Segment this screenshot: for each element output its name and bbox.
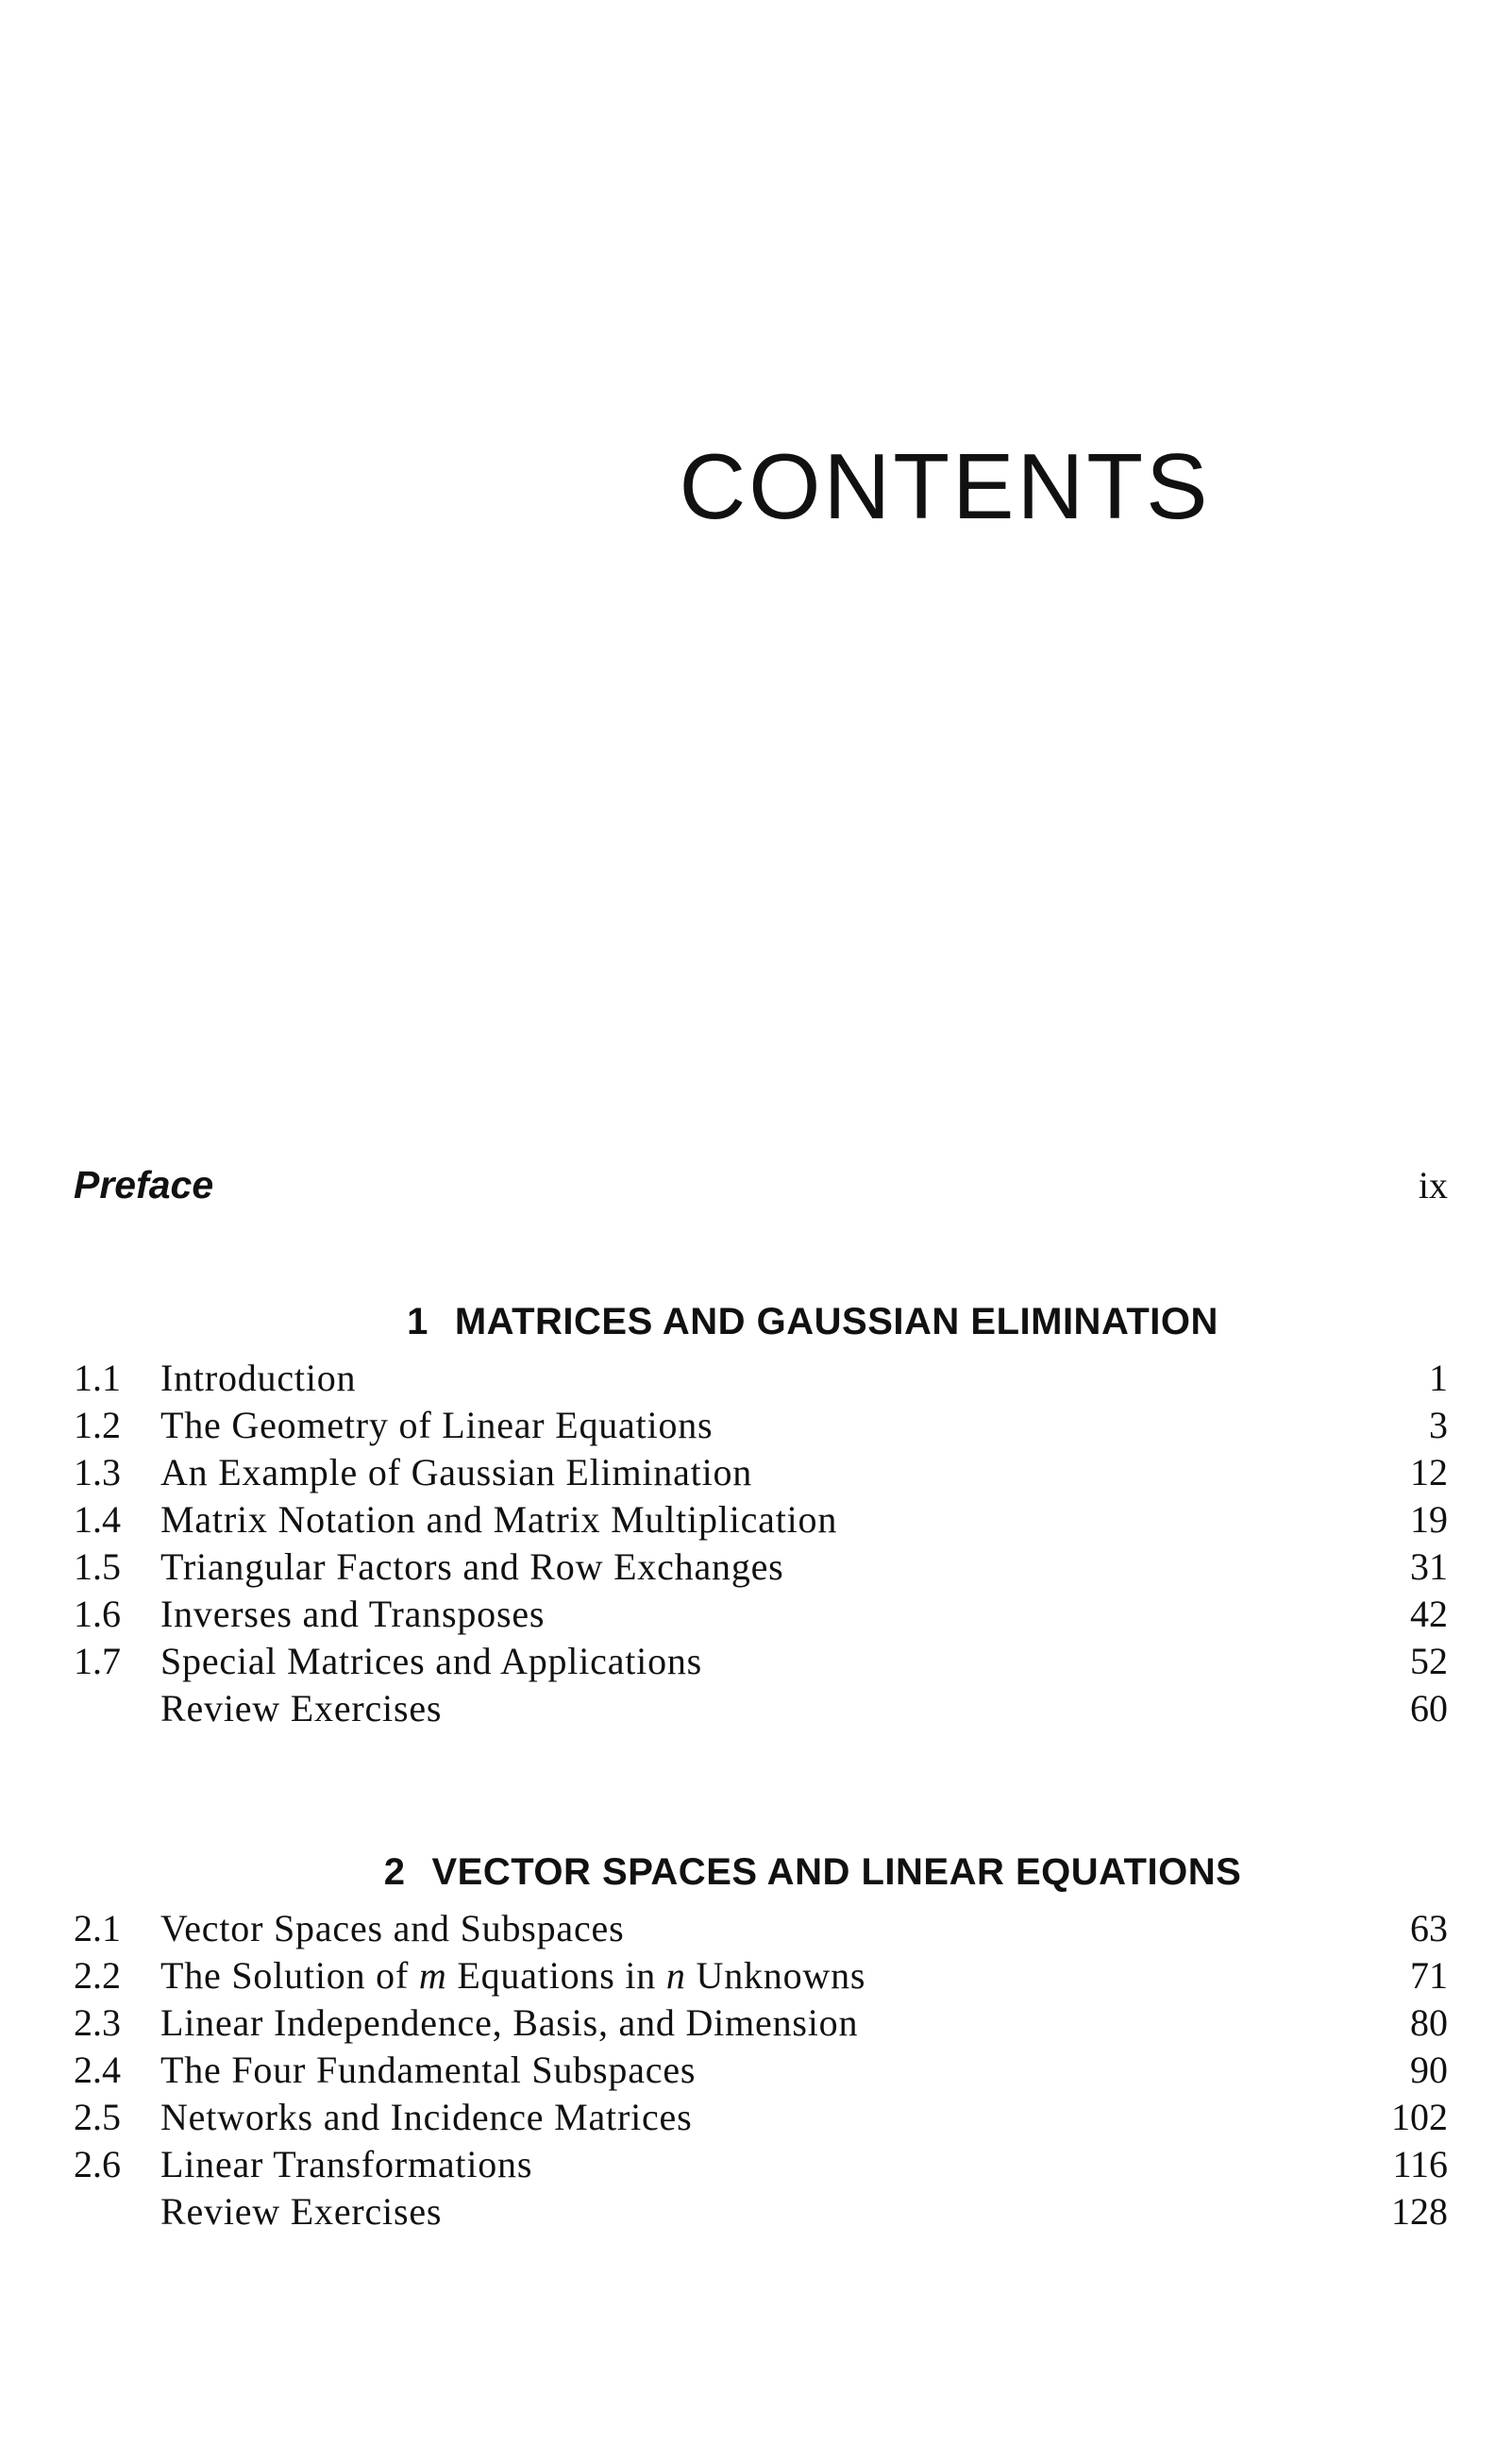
page-number: 102 (1391, 2096, 1448, 2138)
section-title: Matrix Notation and Matrix Multiplication (160, 1498, 838, 1541)
toc-entry (74, 1402, 1448, 1449)
section-number: 1.4 (74, 1498, 121, 1541)
section-title: Linear Independence, Basis, and Dimension (160, 2001, 859, 2044)
toc-entry-review-exercises (74, 1685, 1448, 1732)
section-list (74, 1355, 1448, 1732)
chapter-number: 1 (407, 1301, 428, 1342)
section-number: 1.5 (74, 1545, 121, 1588)
page-number: 12 (1410, 1451, 1448, 1493)
section-title: Special Matrices and Applications (160, 1640, 703, 1682)
variable-n: n (665, 1954, 686, 1997)
toc-entry (74, 1544, 1448, 1591)
page-number: 1 (1429, 1357, 1448, 1399)
toc-entry (74, 2141, 1448, 2188)
chapter-number: 2 (383, 1851, 406, 1893)
toc-entry (74, 1496, 1448, 1544)
page-number: 42 (1410, 1593, 1448, 1635)
preface-label: Preface (74, 1163, 214, 1206)
section-title-part: Unknowns (685, 1954, 866, 1997)
page-title: CONTENTS (679, 433, 1211, 538)
section-title: Vector Spaces and Subspaces (160, 1907, 625, 1949)
section-title: The Geometry of Linear Equations (160, 1404, 714, 1446)
toc-entry (74, 1591, 1448, 1638)
page-number: 52 (1410, 1640, 1448, 1682)
section-title: Review Exercises (160, 2190, 443, 2233)
chapter-2 (74, 1848, 1448, 2235)
section-title: Introduction (160, 1357, 357, 1399)
page-number: 80 (1410, 2001, 1448, 2044)
chapter-title: MATRICES AND GAUSSIAN ELIMINATION (454, 1301, 1218, 1342)
toc-entry (74, 1638, 1448, 1685)
page-number: 31 (1410, 1545, 1448, 1588)
toc-entry (74, 1905, 1448, 1952)
toc-entry (74, 1449, 1448, 1496)
section-number: 2.5 (74, 2096, 121, 2138)
chapter-heading (74, 1848, 1448, 1905)
chapter-1 (74, 1298, 1448, 1732)
section-title: An Example of Gaussian Elimination (160, 1451, 753, 1493)
section-title: Inverses and Transposes (160, 1593, 546, 1635)
toc-entry (74, 1355, 1448, 1402)
page-number: 128 (1391, 2190, 1448, 2233)
section-list (74, 1905, 1448, 2235)
toc-entry (74, 2094, 1448, 2141)
section-title-part: The Solution of (160, 1954, 419, 1997)
section-number: 1.6 (74, 1593, 121, 1635)
page-number: 71 (1410, 1954, 1448, 1997)
section-title: Triangular Factors and Row Exchanges (160, 1545, 784, 1588)
toc-entry (74, 1999, 1448, 2047)
section-number: 2.6 (74, 2143, 121, 2185)
page-number: 60 (1410, 1687, 1448, 1729)
page-number: 19 (1410, 1498, 1448, 1541)
section-number: 1.3 (74, 1451, 121, 1493)
section-number: 2.3 (74, 2001, 121, 2044)
toc-entry (74, 1952, 1448, 1999)
section-title: Linear Transformations (160, 2143, 533, 2185)
page-number: 90 (1410, 2049, 1448, 2091)
page-number: 3 (1429, 1404, 1448, 1446)
chapter-title: VECTOR SPACES AND LINEAR EQUATIONS (431, 1851, 1242, 1893)
section-number: 2.2 (74, 1954, 121, 1997)
preface-page-number: ix (1418, 1164, 1448, 1206)
section-number: 1.7 (74, 1640, 121, 1682)
variable-m: m (418, 1954, 447, 1997)
section-title: The Four Fundamental Subspaces (160, 2049, 697, 2091)
chapter-heading (74, 1298, 1448, 1355)
page-number: 116 (1392, 2143, 1448, 2185)
toc-entry-review-exercises (74, 2188, 1448, 2235)
section-number: 2.1 (74, 1907, 121, 1949)
section-number: 2.4 (74, 2049, 121, 2091)
page-number: 63 (1410, 1907, 1448, 1949)
section-number: 1.2 (74, 1404, 121, 1446)
section-number: 1.1 (74, 1357, 121, 1399)
preface-entry (74, 1163, 1448, 1207)
section-title (160, 1952, 1410, 1999)
section-title-part: Equations in (446, 1954, 666, 1997)
section-title: Networks and Incidence Matrices (160, 2096, 693, 2138)
toc-entry (74, 2047, 1448, 2094)
section-title: Review Exercises (160, 1687, 443, 1729)
